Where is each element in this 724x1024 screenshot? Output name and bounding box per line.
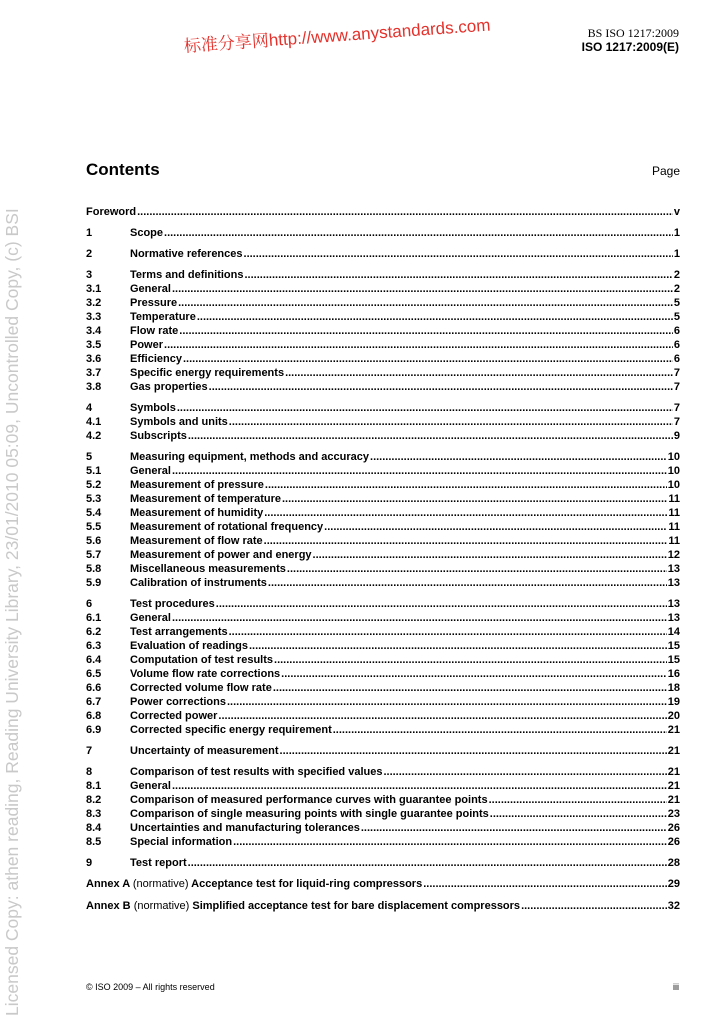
toc-entry-page: 7 bbox=[673, 381, 680, 393]
toc-leader-dots bbox=[521, 900, 667, 912]
toc-entry-title: Comparison of measured performance curves with guarantee points bbox=[130, 794, 488, 806]
toc-entry-title: Comparison of single measuring points with single guarantee points bbox=[130, 808, 489, 820]
toc-entry-page: 26 bbox=[667, 822, 680, 834]
toc-leader-dots bbox=[274, 654, 667, 666]
toc-leader-dots bbox=[172, 465, 667, 477]
toc-entry-title: Gas properties bbox=[130, 381, 208, 393]
toc-entry-number: 3.4 bbox=[86, 325, 102, 337]
toc-entry-number: 5.6 bbox=[86, 535, 102, 547]
toc-entry-title: Normative references bbox=[130, 248, 243, 260]
toc-entry-title: Uncertainty of measurement bbox=[130, 745, 279, 757]
toc-entry-page: 7 bbox=[673, 416, 680, 428]
toc-entry-title: Measurement of pressure bbox=[130, 479, 264, 491]
toc-entry-page: 10 bbox=[667, 479, 680, 491]
toc-leader-dots bbox=[172, 780, 667, 792]
toc-entry[interactable] bbox=[86, 745, 680, 758]
toc-entry[interactable] bbox=[86, 283, 680, 296]
toc-entry-title: Pressure bbox=[130, 297, 178, 309]
toc-leader-dots bbox=[282, 493, 667, 505]
toc-entry-title: Power bbox=[130, 339, 164, 351]
toc-entry[interactable] bbox=[86, 493, 680, 506]
toc-entry-page: 16 bbox=[667, 668, 680, 680]
toc-entry[interactable] bbox=[86, 612, 680, 625]
toc-entry-title: Efficiency bbox=[130, 353, 182, 365]
toc-entry-page: 5 bbox=[673, 311, 680, 323]
red-watermark: 标准分享网http://www.anystandards.com bbox=[183, 15, 491, 56]
toc-entry[interactable] bbox=[86, 402, 680, 415]
toc-entry-number: 4 bbox=[86, 402, 93, 414]
annex-title: Simplified acceptance test for bare displacement compressors bbox=[192, 900, 521, 912]
toc-entry-number: 3.5 bbox=[86, 339, 102, 351]
toc-entry-page: 26 bbox=[667, 836, 680, 848]
toc-entry-title: Measuring equipment, methods and accuracy bbox=[130, 451, 370, 463]
toc-entry-page: 13 bbox=[667, 598, 680, 610]
toc-entry-page: 11 bbox=[668, 521, 680, 533]
toc-entry-page: 20 bbox=[667, 710, 680, 722]
toc-entry-number: 5.7 bbox=[86, 549, 102, 561]
toc-entry-page: 13 bbox=[667, 563, 680, 575]
toc-entry-number: 5.3 bbox=[86, 493, 102, 505]
toc-leader-dots bbox=[333, 724, 667, 736]
toc-entry-title: General bbox=[130, 465, 171, 477]
toc-leader-dots bbox=[229, 416, 673, 428]
toc-leader-dots bbox=[383, 766, 666, 778]
toc-entry-number: 4.2 bbox=[86, 430, 102, 442]
toc-entry-page: 23 bbox=[667, 808, 680, 820]
toc-entry[interactable] bbox=[86, 311, 680, 324]
toc-entry[interactable] bbox=[86, 808, 680, 821]
toc-entry-page: 2 bbox=[673, 283, 680, 295]
toc-entry-number: 5.5 bbox=[86, 521, 102, 533]
toc-entry-title: Flow rate bbox=[130, 325, 179, 337]
toc-entry-page: 6 bbox=[673, 325, 680, 337]
toc-entry[interactable] bbox=[86, 479, 680, 492]
toc-entry-title: Symbols bbox=[130, 402, 176, 414]
toc-entry[interactable] bbox=[86, 794, 680, 807]
toc-entry[interactable] bbox=[86, 640, 680, 653]
toc-entry-number: 3.3 bbox=[86, 311, 102, 323]
toc-leader-dots bbox=[178, 297, 673, 309]
toc-entry-number: 6 bbox=[86, 598, 93, 610]
toc-leader-dots bbox=[249, 640, 667, 652]
toc-entry[interactable] bbox=[86, 535, 680, 548]
toc-entry[interactable] bbox=[86, 339, 680, 352]
toc-leader-dots bbox=[313, 549, 667, 561]
toc-entry[interactable] bbox=[86, 297, 680, 310]
toc-entry-number: 8 bbox=[86, 766, 93, 778]
toc-entry-page: 10 bbox=[667, 465, 680, 477]
toc-entry-page: 6 bbox=[673, 353, 680, 365]
toc-entry[interactable] bbox=[86, 780, 680, 793]
license-watermark: Licensed Copy: athen reading, Reading University Library, 23/01/2010 05:09, Uncontrolled Copy, (c) BSI bbox=[2, 208, 22, 1016]
toc-entry-title: Measurement of temperature bbox=[130, 493, 281, 505]
annex-label: Annex A bbox=[86, 878, 130, 890]
annex-qualifier: (normative) bbox=[133, 900, 190, 912]
toc-leader-dots bbox=[137, 206, 673, 218]
toc-leader-dots bbox=[268, 577, 667, 589]
toc-entry[interactable] bbox=[86, 696, 680, 709]
toc-entry-page: 18 bbox=[667, 682, 680, 694]
toc-entry-title: Uncertainties and manufacturing tolerances bbox=[130, 822, 360, 834]
toc-entry-title: Power corrections bbox=[130, 696, 226, 708]
toc-entry-title: Evaluation of readings bbox=[130, 640, 248, 652]
toc-leader-dots bbox=[164, 339, 673, 351]
toc-entry[interactable] bbox=[86, 416, 680, 429]
toc-leader-dots bbox=[273, 682, 667, 694]
toc-entry[interactable] bbox=[86, 269, 680, 282]
toc-entry-number: 5.2 bbox=[86, 479, 102, 491]
toc-entry-page: 21 bbox=[667, 724, 680, 736]
toc-entry-title: Measurement of flow rate bbox=[130, 535, 263, 547]
toc-entry-title: Test arrangements bbox=[130, 626, 228, 638]
toc-leader-dots bbox=[285, 367, 673, 379]
toc-leader-dots bbox=[281, 668, 667, 680]
toc-entry-number: 8.2 bbox=[86, 794, 102, 806]
toc-entry-number: 3.7 bbox=[86, 367, 102, 379]
toc-entry-page: 14 bbox=[667, 626, 680, 638]
toc-entry[interactable] bbox=[86, 563, 680, 576]
toc-entry-number: 4.1 bbox=[86, 416, 102, 428]
toc-leader-dots bbox=[227, 696, 667, 708]
toc-entry-page: 6 bbox=[673, 339, 680, 351]
toc-entry-title: Test procedures bbox=[130, 598, 215, 610]
toc-entry-title: Volume flow rate corrections bbox=[130, 668, 281, 680]
toc-leader-dots bbox=[370, 451, 667, 463]
toc-entry-page: 28 bbox=[667, 857, 680, 869]
toc-entry-number: 3.2 bbox=[86, 297, 102, 309]
toc-entry-number: 3.8 bbox=[86, 381, 102, 393]
toc-entry-title: Test report bbox=[130, 857, 187, 869]
toc-leader-dots bbox=[229, 626, 667, 638]
toc-entry-title: Foreword bbox=[86, 206, 137, 218]
toc-entry[interactable] bbox=[86, 248, 680, 261]
contents-title: Contents bbox=[86, 160, 160, 179]
toc-leader-dots bbox=[179, 325, 673, 337]
toc-entry[interactable] bbox=[86, 766, 680, 779]
toc-entry-page: 10 bbox=[667, 451, 680, 463]
toc-entry-title: General bbox=[130, 283, 171, 295]
toc-annex-entry[interactable] bbox=[86, 878, 680, 891]
toc-entry-page: 13 bbox=[667, 612, 680, 624]
toc-annex-entry[interactable] bbox=[86, 900, 680, 913]
toc-entry[interactable] bbox=[86, 724, 680, 737]
annex-label: Annex B bbox=[86, 900, 131, 912]
toc-entry[interactable] bbox=[86, 367, 680, 380]
toc-entry[interactable] bbox=[86, 682, 680, 695]
toc-entry-number: 5.9 bbox=[86, 577, 102, 589]
toc-entry[interactable] bbox=[86, 206, 680, 219]
toc-entry-title: Measurement of power and energy bbox=[130, 549, 312, 561]
toc-leader-dots bbox=[287, 563, 667, 575]
toc-entry-number: 7 bbox=[86, 745, 93, 757]
toc-entry[interactable] bbox=[86, 577, 680, 590]
toc-annex-page: 29 bbox=[667, 878, 680, 890]
toc-annex-title bbox=[86, 878, 422, 890]
toc-entry-page: v bbox=[673, 206, 680, 218]
toc-entry-number: 6.6 bbox=[86, 682, 102, 694]
toc-leader-dots bbox=[490, 808, 667, 820]
toc-entry-title: Corrected power bbox=[130, 710, 218, 722]
toc-leader-dots bbox=[265, 479, 667, 491]
toc-entry-number: 6.2 bbox=[86, 626, 102, 638]
toc-entry-title: Measurement of rotational frequency bbox=[130, 521, 324, 533]
toc-entry-number: 5.4 bbox=[86, 507, 102, 519]
toc-annex-title bbox=[86, 900, 520, 912]
toc-entry-page: 21 bbox=[667, 780, 680, 792]
annex-title: Acceptance test for liquid-ring compressors bbox=[191, 878, 423, 890]
toc-entry-number: 1 bbox=[86, 227, 93, 239]
toc-entry-number: 6.4 bbox=[86, 654, 102, 666]
toc-leader-dots bbox=[280, 745, 667, 757]
toc-entry-title: Miscellaneous measurements bbox=[130, 563, 286, 575]
toc-entry[interactable] bbox=[86, 465, 680, 478]
toc-entry-page: 15 bbox=[667, 654, 680, 666]
toc-entry-title: Scope bbox=[130, 227, 164, 239]
toc-entry-page: 2 bbox=[673, 269, 680, 281]
toc-leader-dots bbox=[164, 227, 673, 239]
toc-entry-page: 1 bbox=[673, 227, 680, 239]
toc-entry-title: Measurement of humidity bbox=[130, 507, 264, 519]
toc-entry-number: 3 bbox=[86, 269, 93, 281]
toc-leader-dots bbox=[324, 521, 667, 533]
toc-entry-title: Corrected specific energy requirement bbox=[130, 724, 332, 736]
standard-designation: BS ISO 1217:2009 bbox=[587, 26, 679, 40]
toc-entry-title: General bbox=[130, 780, 171, 792]
toc-entry-number: 6.9 bbox=[86, 724, 102, 736]
toc-entry[interactable] bbox=[86, 325, 680, 338]
toc-entry-page: 11 bbox=[668, 507, 680, 519]
toc-entry-number: 8.1 bbox=[86, 780, 102, 792]
toc-entry-title: Special information bbox=[130, 836, 233, 848]
toc-entry[interactable] bbox=[86, 626, 680, 639]
copyright-notice: © ISO 2009 – All rights reserved bbox=[86, 982, 215, 992]
toc-entry-page: 19 bbox=[667, 696, 680, 708]
toc-entry-page: 21 bbox=[667, 745, 680, 757]
toc-entry-title: Computation of test results bbox=[130, 654, 274, 666]
toc-entry-number: 6.5 bbox=[86, 668, 102, 680]
toc-leader-dots bbox=[216, 598, 667, 610]
toc-entry[interactable] bbox=[86, 822, 680, 835]
toc-entry-title: Temperature bbox=[130, 311, 196, 323]
toc-leader-dots bbox=[423, 878, 667, 890]
toc-entry-number: 6.8 bbox=[86, 710, 102, 722]
toc-leader-dots bbox=[244, 269, 672, 281]
toc-entry[interactable] bbox=[86, 668, 680, 681]
toc-entry[interactable] bbox=[86, 549, 680, 562]
toc-entry-page: 21 bbox=[667, 794, 680, 806]
toc-annex-page: 32 bbox=[667, 900, 680, 912]
toc-entry-number: 6.1 bbox=[86, 612, 102, 624]
toc-entry-title: Specific energy requirements bbox=[130, 367, 285, 379]
toc-entry[interactable] bbox=[86, 654, 680, 667]
toc-entry[interactable] bbox=[86, 430, 680, 443]
toc-leader-dots bbox=[209, 381, 673, 393]
toc-entry-number: 3.6 bbox=[86, 353, 102, 365]
toc-leader-dots bbox=[218, 710, 666, 722]
toc-leader-dots bbox=[183, 353, 673, 365]
toc-leader-dots bbox=[264, 507, 667, 519]
page-number: iii bbox=[673, 982, 679, 992]
toc-leader-dots bbox=[197, 311, 673, 323]
toc-entry-number: 2 bbox=[86, 248, 93, 260]
toc-entry-title: Calibration of instruments bbox=[130, 577, 267, 589]
toc-entry[interactable] bbox=[86, 710, 680, 723]
toc-leader-dots bbox=[489, 794, 667, 806]
toc-entry[interactable] bbox=[86, 227, 680, 240]
toc-leader-dots bbox=[188, 857, 667, 869]
toc-entry-page: 9 bbox=[673, 430, 680, 442]
toc-entry[interactable] bbox=[86, 353, 680, 366]
toc-leader-dots bbox=[172, 612, 667, 624]
toc-entry-number: 8.3 bbox=[86, 808, 102, 820]
toc-entry-page: 5 bbox=[673, 297, 680, 309]
toc-entry-page: 15 bbox=[667, 640, 680, 652]
toc-entry-page: 13 bbox=[667, 577, 680, 589]
toc-entry-number: 6.3 bbox=[86, 640, 102, 652]
toc-entry-title: Subscripts bbox=[130, 430, 187, 442]
toc-leader-dots bbox=[361, 822, 667, 834]
toc-entry-title: General bbox=[130, 612, 171, 624]
toc-entry-page: 1 bbox=[673, 248, 680, 260]
toc-entry-number: 5.1 bbox=[86, 465, 102, 477]
toc-leader-dots bbox=[172, 283, 673, 295]
toc-entry-title: Corrected volume flow rate bbox=[130, 682, 272, 694]
toc-entry[interactable] bbox=[86, 836, 680, 849]
toc-entry-page: 21 bbox=[667, 766, 680, 778]
toc-entry[interactable] bbox=[86, 451, 680, 464]
toc-entry-number: 8.5 bbox=[86, 836, 102, 848]
toc-leader-dots bbox=[233, 836, 667, 848]
toc-entry[interactable] bbox=[86, 598, 680, 611]
toc-entry-number: 3.1 bbox=[86, 283, 102, 295]
toc-entry-number: 9 bbox=[86, 857, 93, 869]
toc-entry[interactable] bbox=[86, 857, 680, 870]
toc-entry-page: 7 bbox=[673, 367, 680, 379]
toc-entry-page: 7 bbox=[673, 402, 680, 414]
toc-entry[interactable] bbox=[86, 381, 680, 394]
toc-entry-number: 5.8 bbox=[86, 563, 102, 575]
toc-entry-page: 11 bbox=[668, 493, 680, 505]
toc-entry-number: 5 bbox=[86, 451, 93, 463]
annex-qualifier: (normative) bbox=[132, 878, 189, 890]
toc-entry-title: Terms and definitions bbox=[130, 269, 244, 281]
toc-entry[interactable] bbox=[86, 507, 680, 520]
toc-entry-page: 11 bbox=[668, 535, 680, 547]
toc-entry-page: 12 bbox=[667, 549, 680, 561]
toc-entry-title: Symbols and units bbox=[130, 416, 228, 428]
toc-entry[interactable] bbox=[86, 521, 680, 534]
toc-leader-dots bbox=[264, 535, 668, 547]
toc-entry-number: 8.4 bbox=[86, 822, 102, 834]
toc-leader-dots bbox=[177, 402, 673, 414]
toc-leader-dots bbox=[244, 248, 673, 260]
toc-leader-dots bbox=[188, 430, 673, 442]
iso-reference: ISO 1217:2009(E) bbox=[581, 40, 679, 54]
toc-entry-title: Comparison of test results with specified values bbox=[130, 766, 383, 778]
page-column-label: Page bbox=[651, 164, 680, 178]
toc-entry-number: 6.7 bbox=[86, 696, 102, 708]
